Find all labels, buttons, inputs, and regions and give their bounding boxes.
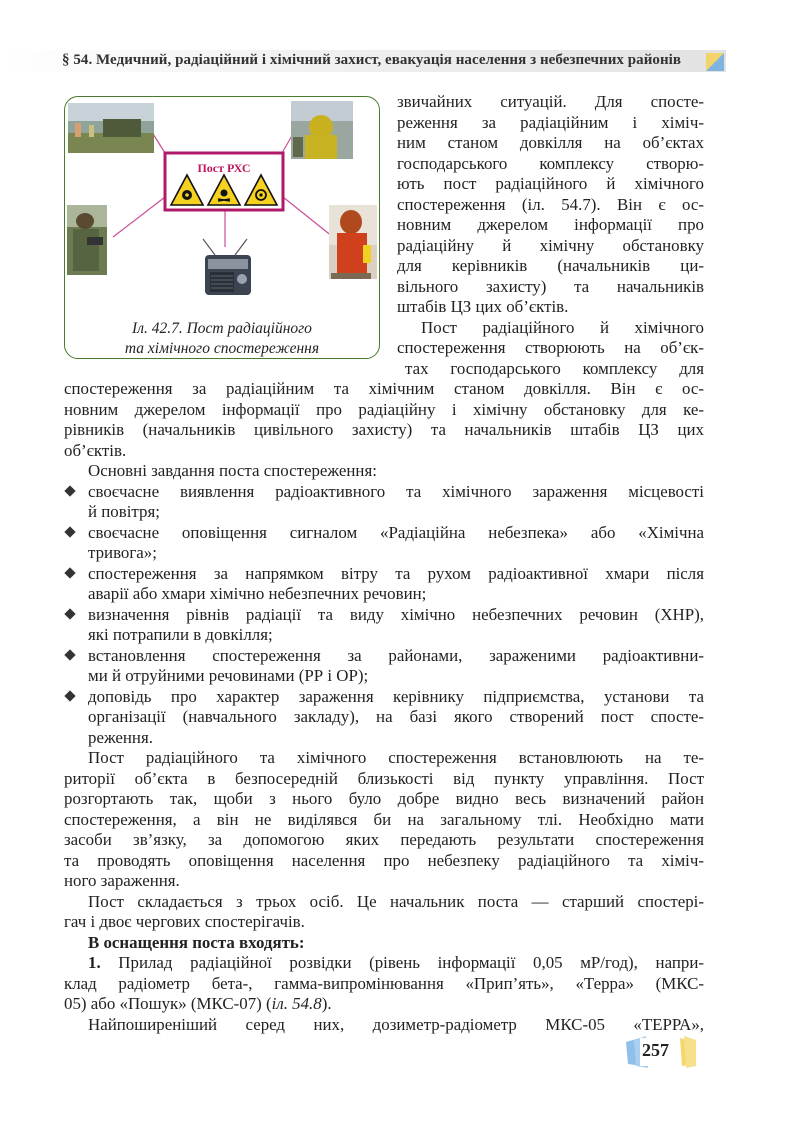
figure-reference: іл. 54.8 — [271, 994, 322, 1013]
text-line: новним джерелом інформації про радіаційну і хімічну обстановку для ке- — [64, 399, 704, 419]
right-column-text — [397, 92, 704, 379]
text-line: звичайних ситуацій. Для спосте- — [397, 92, 704, 111]
text-line: спостереження, а він не виділявся би на загальному тлі. Необхідно мати — [64, 809, 704, 829]
text-line: реження за радіаційним і хіміч- — [397, 112, 704, 132]
diamond-bullet-icon — [64, 608, 75, 619]
equipment-item-1: 1. Прилад радіаційної розвідки (рівень інформації 0,05 мР/год), напри- — [88, 953, 704, 972]
list-item: своєчасне оповіщення сигналом «Радіаційна небезпека» або «Хімічна тривога»; — [64, 523, 704, 564]
text-line: розгортають так, щоби з нього було добре видно весь визначений район — [64, 789, 704, 808]
page-number-badge — [626, 1036, 696, 1068]
text-line: тах господарського комплексу для — [405, 358, 704, 378]
text-line: спостереження за радіаційним та хімічним станом довкілля. Він є ос- — [64, 379, 704, 398]
text-line: Пост складається з трьох осіб. Це начальник поста — старший спостері- — [88, 891, 704, 911]
text-line: гач і двоє чергових спостерігачів. — [64, 912, 305, 931]
photo-soldier — [67, 205, 107, 275]
caption-line-2: та хімічного спостереження — [124, 340, 320, 357]
header-corner-decoration — [706, 53, 724, 71]
text-line: рівників (начальників цивільного захисту) та начальників штабів ЦЗ цих — [64, 420, 704, 439]
photo-protective-suit-red — [329, 205, 377, 279]
list-item: встановлення спостереження за районами, зараженими радіоактивни- ми й отруйними речовинами (РР і ОР); — [64, 646, 704, 687]
text-line: риторії об’єкта в безпосередній близькості від пункту управління. Пост — [64, 768, 704, 788]
list-item: своєчасне виявлення радіоактивного та хімічного зараження місцевості й повітря; — [64, 482, 704, 523]
diamond-bullet-icon — [64, 649, 75, 660]
text-line: спостереження (іл. 54.7). Він є ос- — [397, 194, 704, 214]
diamond-bullet-icon — [64, 690, 75, 701]
text-line: об’єктів. — [64, 440, 127, 460]
text-line: 05) або «Пошук» (МКС-07) (іл. 54.8). — [64, 994, 332, 1013]
text-line: Найпоширеніший серед них, дозиметр-радіометр МКС-05 «ТЕРРА», — [88, 1014, 704, 1034]
tasks-list — [64, 482, 704, 749]
text-line: спостереження створюють на об’єк- — [397, 338, 704, 357]
figure-observation-post — [64, 96, 380, 359]
photo-military-vehicle — [68, 103, 154, 153]
text-line: вільного захисту) та начальників — [397, 276, 704, 296]
list-item: доповідь про характер зараження керівнику підприємства, установи та організації (навчального закладу), на базі якого створений пост спосте- реження. — [64, 687, 704, 749]
text-line: новним джерелом інформації про — [397, 215, 704, 234]
main-text — [64, 379, 704, 1035]
tasks-intro: Основні завдання поста спостереження: — [88, 461, 377, 480]
diamond-bullet-icon — [64, 526, 75, 537]
text-line: Пост радіаційного й хімічного — [421, 317, 704, 337]
text-line: ним станом довкілля на об’єктах — [397, 133, 704, 152]
diamond-bullet-icon — [64, 567, 75, 578]
item-number: 1. — [88, 953, 101, 972]
text-line: ного зараження. — [64, 871, 180, 890]
text-line: для керівників (начальників ци- — [397, 256, 704, 275]
photo-hazmat-suit-yellow — [291, 101, 353, 159]
list-item: спостереження за напрямком вітру та рухом радіоактивної хмари після аварії або хмари хімічно небезпечних речовин; — [64, 564, 704, 605]
caption-line-1: Іл. 42.7. Пост радіаційного — [132, 320, 312, 337]
text-line: штабів ЦЗ цих об’єктів. — [397, 297, 569, 316]
text-line: засоби зв’язку, за допомогою яких передають результати спостереження — [64, 830, 704, 849]
text-line: радіаційну й хімічну обстановку — [397, 235, 704, 255]
text-line: клад радіометр бета-, гамма-випромінювання «Прип’ять», «Терра» (МКС- — [64, 973, 704, 993]
text-line: ють пост радіаційного й хімічного — [397, 174, 704, 193]
diamond-bullet-icon — [64, 485, 75, 496]
page-number: 257 — [642, 1040, 669, 1060]
section-title: § 54. Медичний, радіаційний і хімічний захист, евакуація населення з небезпечних районів — [62, 52, 682, 68]
figure-caption — [65, 319, 379, 359]
running-header — [0, 50, 726, 72]
text-line: господарського комплексу створю- — [397, 153, 704, 173]
sign-title: Пост РХС — [197, 161, 251, 175]
equipment-heading: В оснащення поста входять: — [88, 932, 305, 952]
text-line: Пост радіаційного та хімічного спостереження встановлюють на те- — [88, 748, 704, 767]
text-line: та проводять оповіщення населення про небезпеку радіаційного та хіміч- — [64, 850, 704, 870]
radio-receiver — [203, 239, 251, 295]
list-item: визначення рівнів радіації та виду хімічно небезпечних речовин (ХНР), які потрапили в довкілля; — [64, 605, 704, 646]
